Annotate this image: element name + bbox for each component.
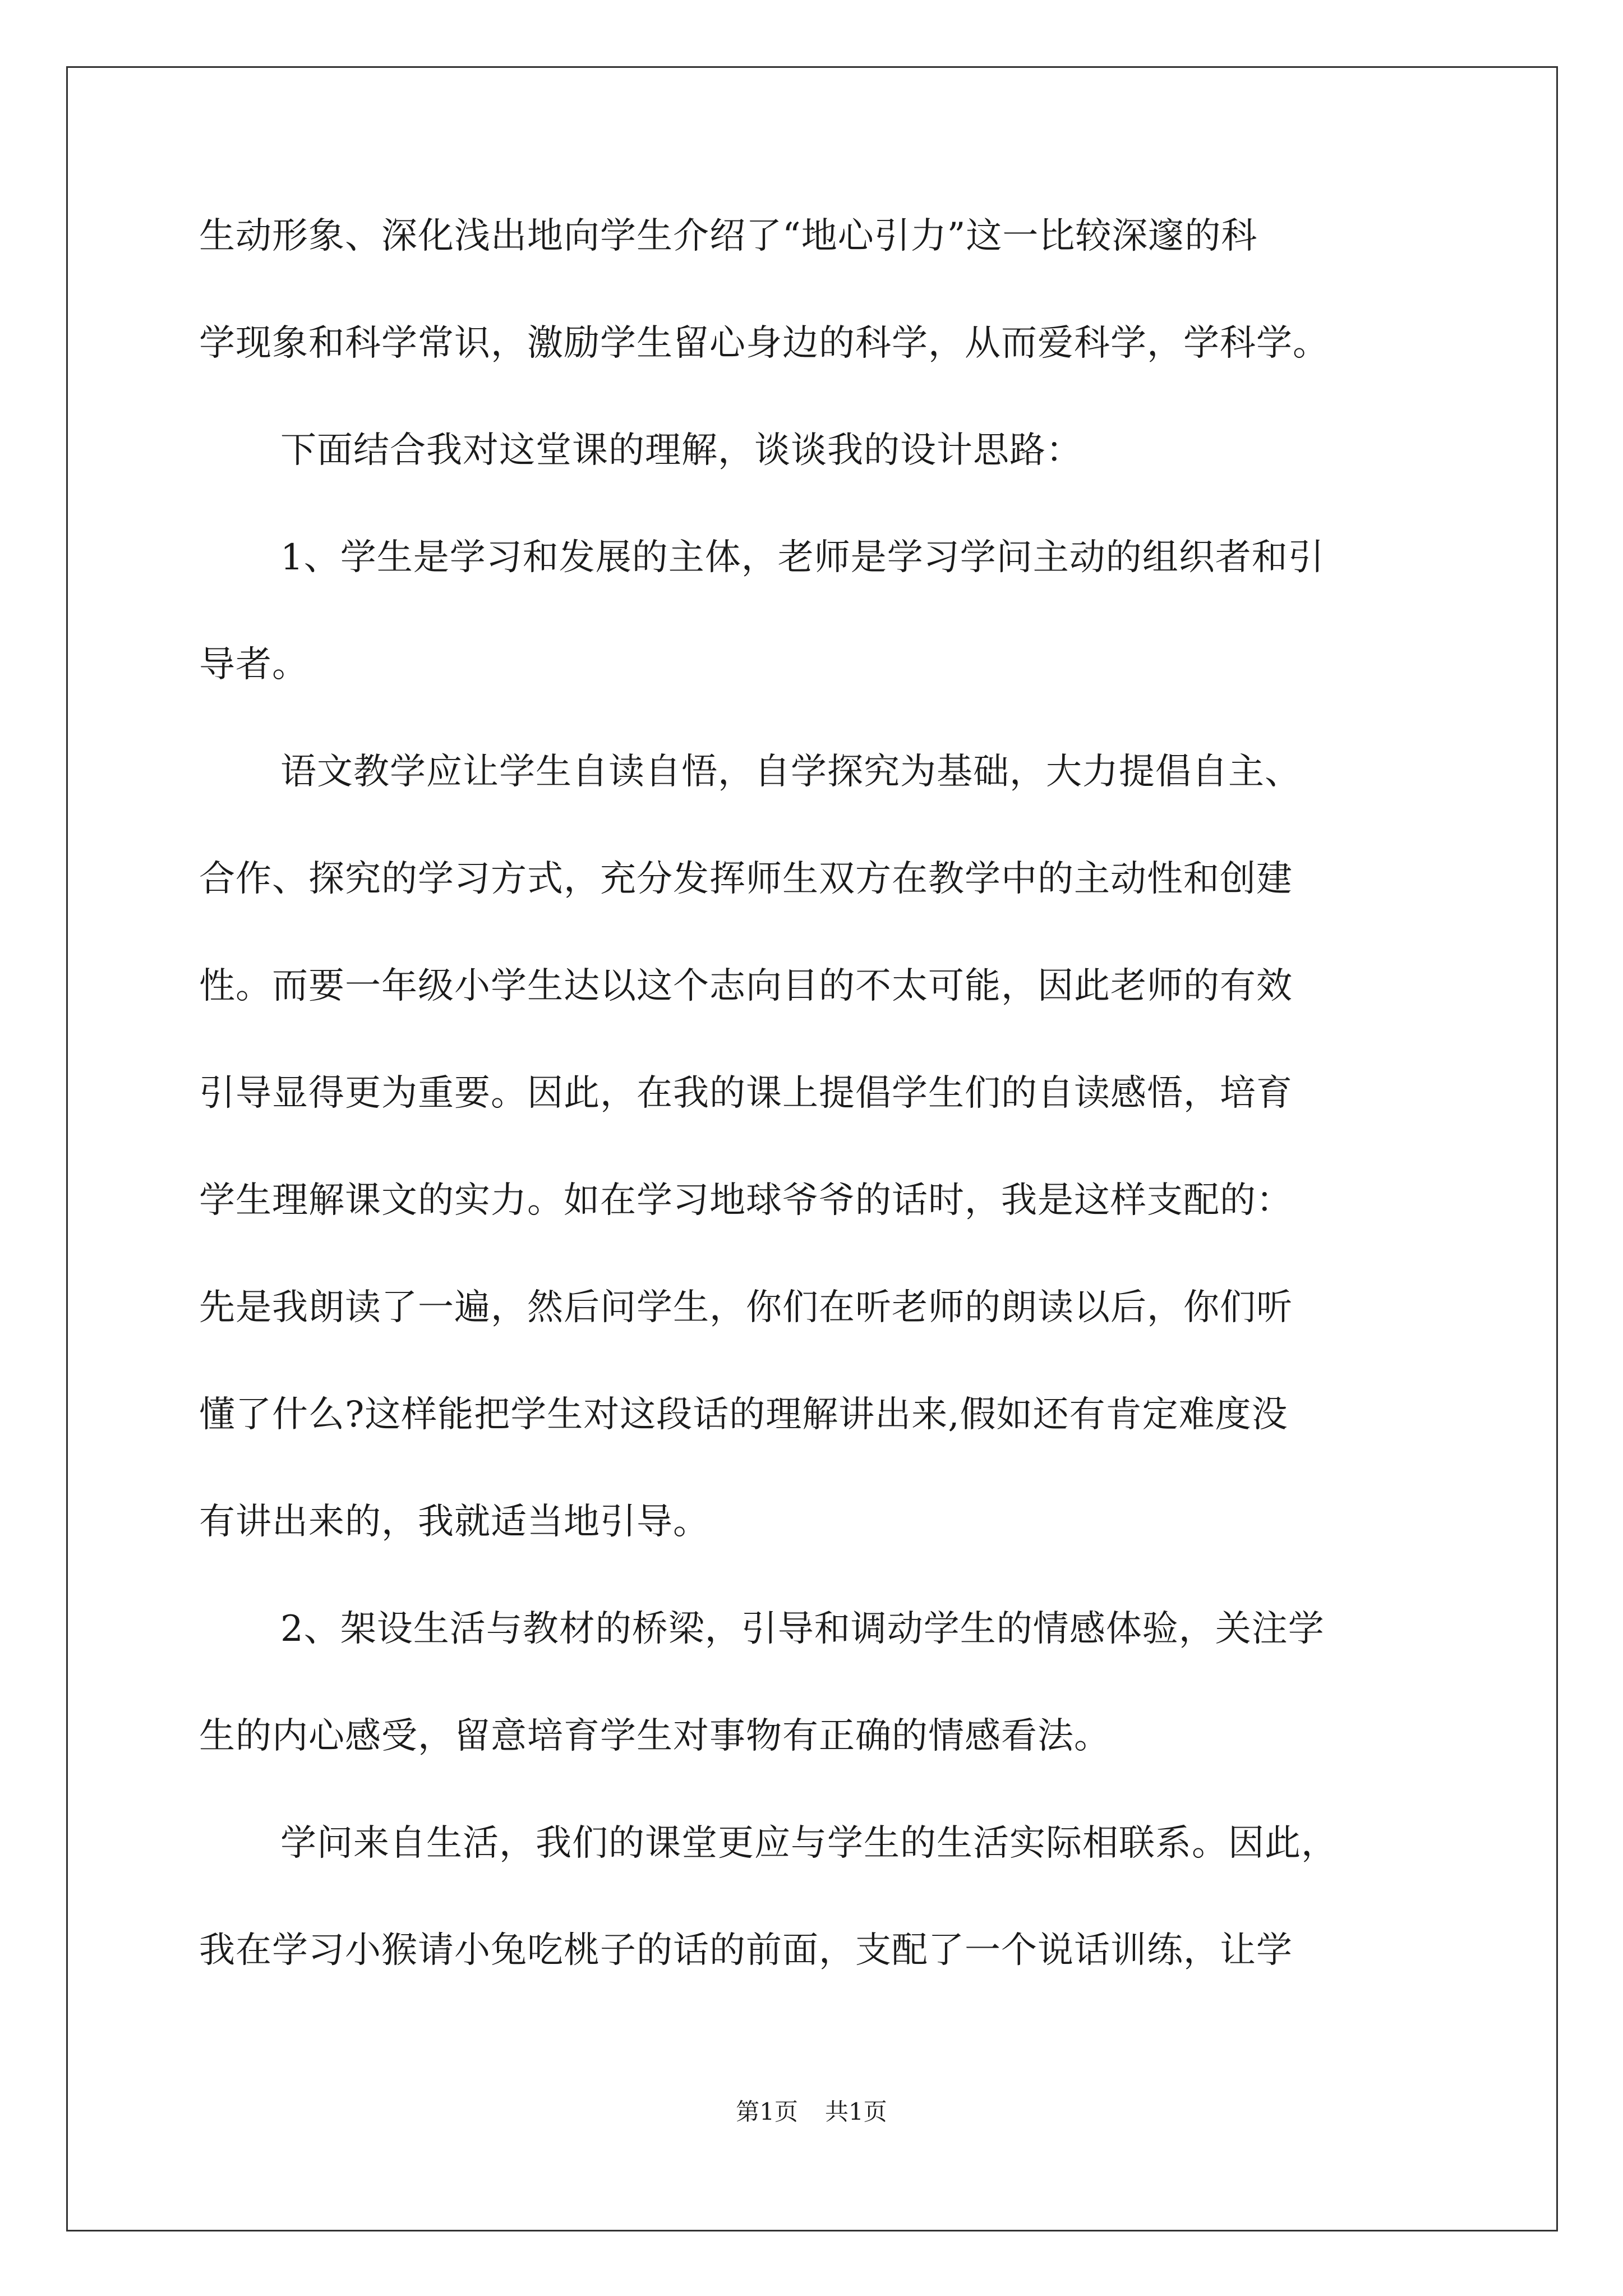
text-line-3: 下面结合我对这堂课的理解，谈谈我的设计思路： xyxy=(280,430,1082,471)
text-line-2: 学现象和科学常识，激励学生留心身边的科学，从而爱科学，学科学。 xyxy=(199,323,1329,364)
total-pages-label: 共1页 xyxy=(825,2098,887,2125)
text-line-16: 学问来自生活，我们的课堂更应与学生的生活实际相联系。因此， xyxy=(280,1823,1338,1864)
text-line-12: 懂了什么?这样能把学生对这段话的理解讲出来,假如还有肯定难度没 xyxy=(199,1394,1288,1435)
text-line-5: 导者。 xyxy=(199,644,308,685)
document-body xyxy=(199,216,1433,2037)
text-line-1: 生动形象、深化浅出地向学生介绍了“地心引力”这一比较深邃的科 xyxy=(199,215,1258,257)
text-line-9: 引导显得更为重要。因此，在我的课上提倡学生们的自读感悟，培育 xyxy=(199,1073,1293,1114)
text-line-15: 生的内心感受，留意培育学生对事物有正确的情感看法。 xyxy=(199,1715,1110,1757)
text-line-4: 1、学生是学习和发展的主体，老师是学习学问主动的组织者和引 xyxy=(280,537,1325,578)
current-page-label: 第1页 xyxy=(736,2098,798,2125)
page-footer xyxy=(0,2098,1623,2126)
text-line-17: 我在学习小猴请小兔吃桃子的话的前面，支配了一个说话训练，让学 xyxy=(199,1930,1293,1971)
text-line-10: 学生理解课文的实力。如在学习地球爷爷的话时，我是这样支配的： xyxy=(199,1180,1293,1221)
text-line-7: 合作、探究的学习方式，充分发挥师生双方在教学中的主动性和创建 xyxy=(199,858,1293,900)
text-line-11: 先是我朗读了一遍，然后问学生，你们在听老师的朗读以后，你们听 xyxy=(199,1287,1293,1328)
text-line-8: 性。而要一年级小学生达以这个志向目的不太可能，因此老师的有效 xyxy=(199,965,1293,1007)
text-line-13: 有讲出来的，我就适当地引导。 xyxy=(199,1501,709,1543)
text-line-14: 2、架设生活与教材的桥梁，引导和调动学生的情感体验，关注学 xyxy=(280,1608,1325,1650)
text-line-6: 语文教学应让学生自读自悟，自学探究为基础，大力提倡自主、 xyxy=(280,751,1301,793)
